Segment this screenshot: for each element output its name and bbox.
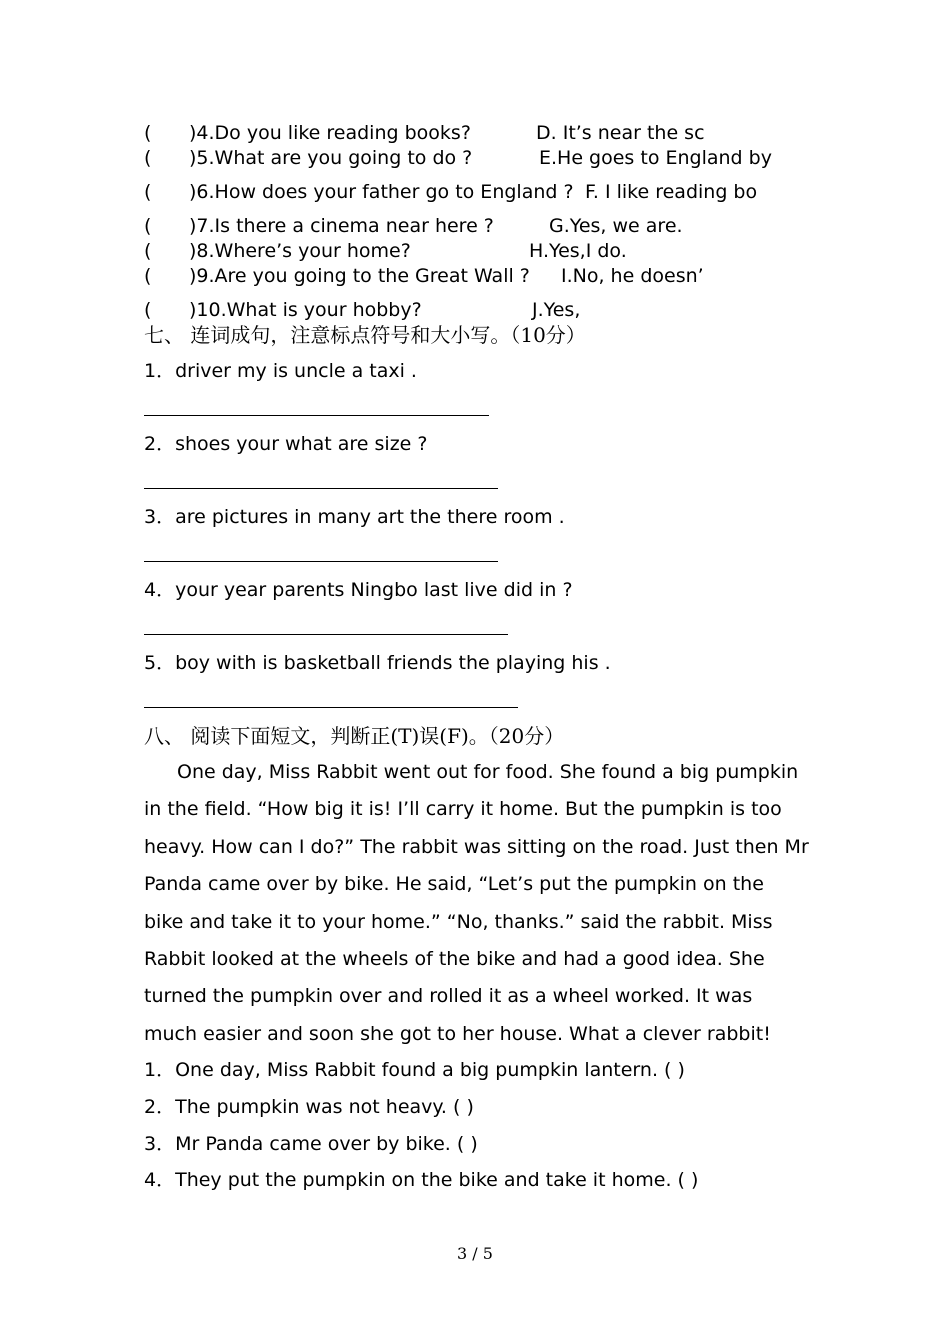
answer-paren[interactable]: ( [144,122,152,144]
answer-paren[interactable]: ( [144,215,152,237]
answer-paren[interactable]: ( [144,299,152,321]
reorder-item: 3．are pictures in many art the there room . [144,506,565,528]
answer-option: G.Yes, we are. [549,215,683,237]
answer-line[interactable] [144,415,489,416]
judge-question: 3．Mr Panda came over by bike. ( ) [144,1133,478,1155]
answer-line[interactable] [144,561,498,562]
answer-line[interactable] [144,707,518,708]
question-text: )10.What is your hobby? [189,299,422,321]
question-text: )5.What are you going to do ? [189,147,473,169]
judge-question: 1．One day, Miss Rabbit found a big pumpkin lantern. ( ) [144,1059,685,1081]
answer-option: H.Yes,I do. [529,240,627,262]
section-title: 七、 连词成句，注意标点符号和大小写。（10分） [144,323,586,347]
question-text: )7.Is there a cinema near here ? [189,215,494,237]
page-number: 3 / 5 [457,1244,493,1263]
reorder-item: 4．your year parents Ningbo last live did in ? [144,579,573,601]
question-text: )8.Where’s your home? [189,240,411,262]
answer-option: I.No, he doesn’ [561,265,704,287]
answer-paren[interactable]: ( [144,265,152,287]
answer-paren[interactable]: ( [144,240,152,262]
reorder-item: 1．driver my is uncle a taxi . [144,360,417,382]
answer-paren[interactable]: ( [144,181,152,203]
answer-line[interactable] [144,634,508,635]
question-text: )4.Do you like reading books? [189,122,471,144]
question-text: )6.How does your father go to England ? [189,181,574,203]
answer-option: F. I like reading bo [585,181,758,203]
reorder-item: 5．boy with is basketball friends the playing his . [144,652,611,674]
reorder-item: 2．shoes your what are size ? [144,433,428,455]
answer-option: D. It’s near the sc [536,122,705,144]
question-text: )9.Are you going to the Great Wall ? [189,265,530,287]
answer-option: J.Yes, [532,299,581,321]
judge-question: 2．The pumpkin was not heavy. ( ) [144,1096,474,1118]
judge-question: 4．They put the pumpkin on the bike and take it home. ( ) [144,1169,699,1191]
passage-text: One day, Miss Rabbit went out for food. She found a big pumpkin in the field. “How big it is! I’ll carry it home. But the pumpkin is too heavy. How can I do?” The rabbit was sitting on the road. Just then Mr Panda came over by bike. He said, “Let’s put the pumpkin on the bike and take it to your home.” “No, thanks.” said the rabbit. Miss Rabbit looked at the wheels of the bike and had a good idea. She turned the pumpkin over and rolled it as a wheel worked. It was much easier and soon she got to her house. What a clever rabbit! [144,761,809,1045]
answer-option: E.He goes to England by [539,147,772,169]
reading-passage [144,754,809,1053]
section-title: 八、 阅读下面短文，判断正(T)误(F)。（20分） [144,724,565,748]
answer-line[interactable] [144,488,498,489]
answer-paren[interactable]: ( [144,147,152,169]
